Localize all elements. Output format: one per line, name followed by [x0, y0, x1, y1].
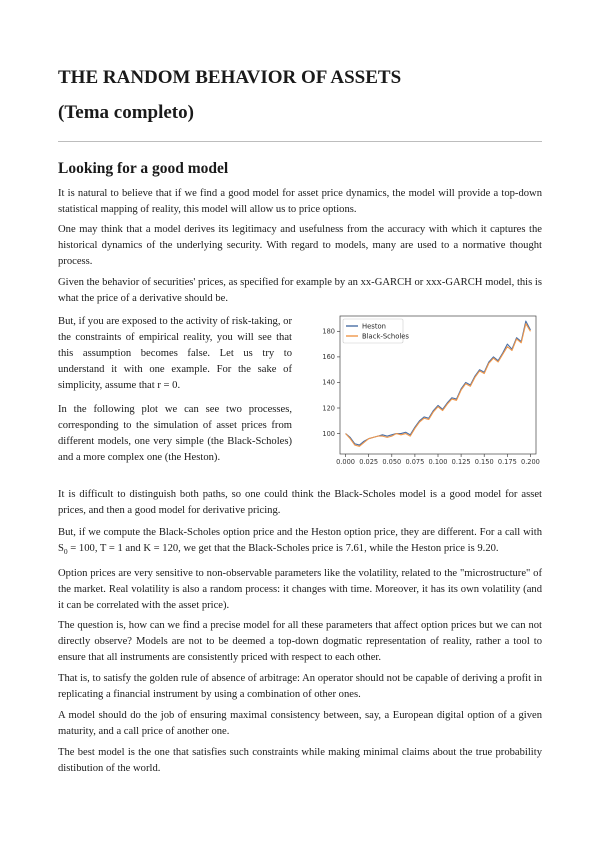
x-tick-label: 0.125 [451, 458, 471, 466]
legend-label: Black-Scholes [362, 332, 409, 341]
paragraph-5-text: In the following plot we can see two processes, corresponding to the simulation of asset prices from different models, one very simple (the Black-Scholes) and a more complex one (the Heston). [58, 404, 292, 463]
y-tick-label: 180 [322, 327, 335, 336]
x-tick-label: 0.200 [521, 458, 540, 466]
x-tick-label: 0.100 [428, 458, 448, 466]
paragraph-9 [58, 618, 542, 666]
horizontal-divider [58, 141, 542, 142]
paragraph-7-text: But, if we compute the Black-Scholes option price and the Heston option price, they are different. For a call with $S_0 = 100$, T = 1 and K = 120, we get that the Black-Scholes price is 7.61, while the Heston price is 9.20. [58, 527, 542, 557]
paragraph-4 [58, 314, 292, 394]
y-tick-label: 120 [322, 404, 335, 413]
legend-label: Heston [362, 322, 386, 331]
document-subtitle: (Tema completo) [58, 102, 194, 123]
x-tick-label: 0.150 [474, 458, 494, 466]
x-tick-label: 0.175 [497, 458, 517, 466]
paragraph-10 [58, 671, 542, 703]
paragraph-8-text: Option prices are very sensitive to non-observable parameters like the volatility, related to the "microstructure" of the market. Real volatility is also a random process: it changes with time. Moreover, it has its own volatility (and it can be correlated with the asset price). [58, 568, 542, 611]
section-heading: Looking for a good model [58, 160, 229, 177]
y-tick-label: 140 [322, 378, 335, 387]
line-chart-svg [310, 310, 542, 472]
paragraph-8 [58, 566, 542, 614]
paragraph-12-text: The best model is the one that satisfies such constraints while making minimal claims about the true probability distibution of the world. [58, 747, 542, 774]
paragraph-6-text: It is difficult to distinguish both paths, so one could think the Black-Scholes model is a good model for asset prices, and then a good model for derivative pricing. [58, 489, 542, 516]
paragraph-6 [58, 487, 542, 519]
paragraph-12 [58, 745, 542, 777]
paragraph-3-text: Given the behavior of securities' prices, as specified for example by an xx-GARCH or xxx-GARCH model, this is what the price of a derivative should be. [58, 277, 542, 304]
paragraph-7 [58, 525, 542, 557]
paragraph-9-text: The question is, how can we find a precise model for all these parameters that affect option prices but we can not directly observe? Models are not to be deemed a top-down dogmatic representation of reality, rather a tool to ensure that all instruments are consistently priced with respect to each other. [58, 620, 542, 663]
paragraph-11-text: A model should do the job of ensuring maximal consistency between, say, a European digital option of a given maturity, and a call price of another one. [58, 710, 542, 737]
paragraph-1 [58, 186, 542, 218]
paragraph-2 [58, 222, 542, 270]
paragraph-2-text: One may think that a model derives its legitimacy and usefulness from the accuracy with which it captures the historical dynamics of the underlying security. With regard to models, many are used to a normative thought process. [58, 224, 542, 267]
paragraph-10-text: That is, to satisfy the golden rule of absence of arbitrage: An operator should not be capable of deriving a profit in replicating a financial instrument by using a combination of other ones. [58, 673, 542, 700]
document-title: THE RANDOM BEHAVIOR OF ASSETS [58, 67, 402, 88]
y-tick-label: 100 [322, 429, 335, 438]
x-tick-label: 0.050 [382, 458, 402, 466]
price-paths-chart [310, 310, 542, 472]
paragraph-5 [58, 402, 292, 466]
x-tick-label: 0.075 [405, 458, 425, 466]
paragraph-11 [58, 708, 542, 740]
x-tick-label: 0.000 [336, 458, 355, 466]
paragraph-4-text: But, if you are exposed to the activity of risk-taking, or the constraints of empirical reality, you will see that this assumption becomes false. Let us try to understand it with one example. For the sake of simplicity, assume that r = 0. [58, 316, 292, 391]
paragraph-3 [58, 275, 542, 307]
paragraph-1-text: It is natural to believe that if we find a good model for asset price dynamics, the model will provide a top-down statistical mapping of reality, this model will allow us to price options. [58, 188, 542, 215]
x-tick-label: 0.025 [359, 458, 379, 466]
y-tick-label: 160 [322, 353, 335, 362]
